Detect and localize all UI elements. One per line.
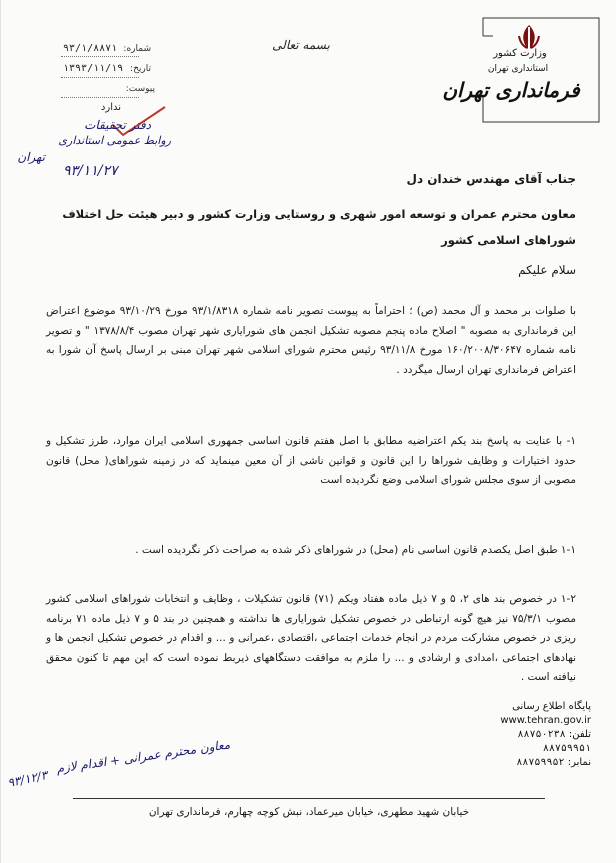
paragraph-intro: با صلوات بر محمد و آل محمد (ص) ؛ احتراماً به پیوست تصویر نامه شماره ۹۳/۱/۸۳۱۸ مورخ ۹۳/۱۰/۲۹ موضوع اعتراض این فرمانداری به مصوبه " اصلاح ماده پنجم مصوبه تشکیل انجمن های شورایاری شهر تهران مصوب ۱۳۷۸/۸/۴ " و تصویر نامه شماره ۱۶۰/۲۰۰۸/۳۰۶۴۷ مورخ ۹۳/۱۱/۸ رئیس محترم شورای اسلامی شهر تهران مبنی بر ارسال پاسخ آن شورا به اعتراض فرمانداری تهران ارسال میگردد . bbox=[46, 305, 576, 376]
greeting: سلام علیکم bbox=[518, 263, 576, 277]
bismillah-heading: بسمه تعالی bbox=[272, 38, 330, 52]
paragraph-1: ۱- با عنایت به پاسخ بند یکم اعتراضیه مطابق با اصل هفتم قانون اساسی جمهوری اسلامی ایران موارد، طرز تشکیل و حدود اختیارات و وظایف شوراها را این قانون و قوانین ناشی از آن معین مینماید که در زمینه شوراهای( محل) قانون مصوبی از سوی مجلس شورای اسلامی وضع نگردیده است bbox=[46, 435, 576, 486]
paragraph-1-1: ۱-۱ طبق اصل یکصدم قانون اساسی نام (محل) در شوراهای ذکر شده به صراحت ذکر نگردیده است . bbox=[135, 544, 576, 556]
title-line-1: معاون محترم عمران و توسعه امور شهری و روستایی وزارت کشور و دبیر هیئت حل اختلاف bbox=[62, 207, 576, 221]
handwritten-routing-line2: روابط عمومی استانداری bbox=[58, 134, 171, 147]
footer-address: خیابان شهید مطهری، خیابان میرعماد، نبش کوچه چهارم، فرمانداری تهران bbox=[148, 806, 470, 818]
phone-label: تلفن: bbox=[568, 729, 591, 740]
number-underline bbox=[61, 56, 139, 57]
governorate-sub-name: استانداری تهران bbox=[487, 64, 549, 74]
website-link[interactable]: www.tehran.gov.ir bbox=[500, 715, 591, 726]
attachment-underline bbox=[61, 97, 139, 98]
handwritten-routing-line1: دفتر تحقیقات bbox=[84, 118, 151, 132]
paragraph-1-2: ۱-۲ در خصوص بند های ۲، ۵ و ۷ ذیل ماده هفتاد ویکم (۷۱) قانون تشکیلات ، وظایف و انتخابات شوراهای اسلامی کشور مصوب ۷۵/۳/۱ نیز هیچ گونه ارتباطی در خصوص تشکیل شورایاری ها نداشته و همچنین در بند ۵ و ۷ ذیل ماده ۷۱ برنامه ریزی در خصوص مشارکت مردم در انجام خدمات اجتماعی ،اقتصادی ،عمرانی و ... و اقدام در خصوص تشکیل انجمن ها و نهادهای اجتماعی ،امدادی و ارشادی و ... را ملزم به موافقت دستگاههای ذیربط نموده است که این مهم تا کنون محقق نیافته است . bbox=[46, 593, 576, 683]
contact-block bbox=[483, 700, 591, 770]
attachment-value: ندارد bbox=[100, 102, 121, 113]
handwritten-routing-date: ۹۳/۱۱/۲۷ bbox=[63, 163, 118, 179]
handwritten-bottom-date: ۹۳/۱۲/۳ bbox=[6, 768, 49, 791]
attachment-label: پیوست: bbox=[125, 84, 155, 94]
footer-divider bbox=[73, 798, 545, 799]
phone-2: ۸۸۷۵۹۹۵۱ bbox=[542, 743, 591, 754]
ministry-name: وزارت کشور bbox=[493, 48, 547, 59]
fax-row bbox=[483, 756, 591, 770]
date-underline bbox=[61, 77, 139, 78]
handwritten-bottom-note: معاون محترم عمرانی + اقدام لازم bbox=[55, 737, 231, 776]
governorate-main-name: فرمانداری تهران bbox=[442, 78, 580, 102]
fax-label: نمابر: bbox=[567, 757, 591, 768]
number-label: شماره: bbox=[123, 44, 151, 54]
date-value: ۱۳۹۳/۱۱/۱۹ bbox=[63, 63, 124, 74]
date-label: تاریخ: bbox=[130, 64, 151, 74]
number-value: ۹۳/۱/۸۸۷۱ bbox=[63, 43, 118, 54]
phone-row-1 bbox=[483, 728, 591, 742]
portal-label: پایگاه اطلاع رسانی bbox=[512, 701, 591, 712]
fax-number: ۸۸۷۵۹۹۵۲ bbox=[516, 757, 565, 768]
addressee: جناب آقای مهندس خندان دل bbox=[406, 172, 576, 186]
phone-row-2 bbox=[483, 742, 591, 756]
phone-1: ۸۸۷۵۰۲۳۸ bbox=[517, 729, 566, 740]
title-line-2: شوراهای اسلامی کشور bbox=[441, 233, 576, 247]
handwritten-routing-signature: تهران bbox=[17, 150, 45, 164]
